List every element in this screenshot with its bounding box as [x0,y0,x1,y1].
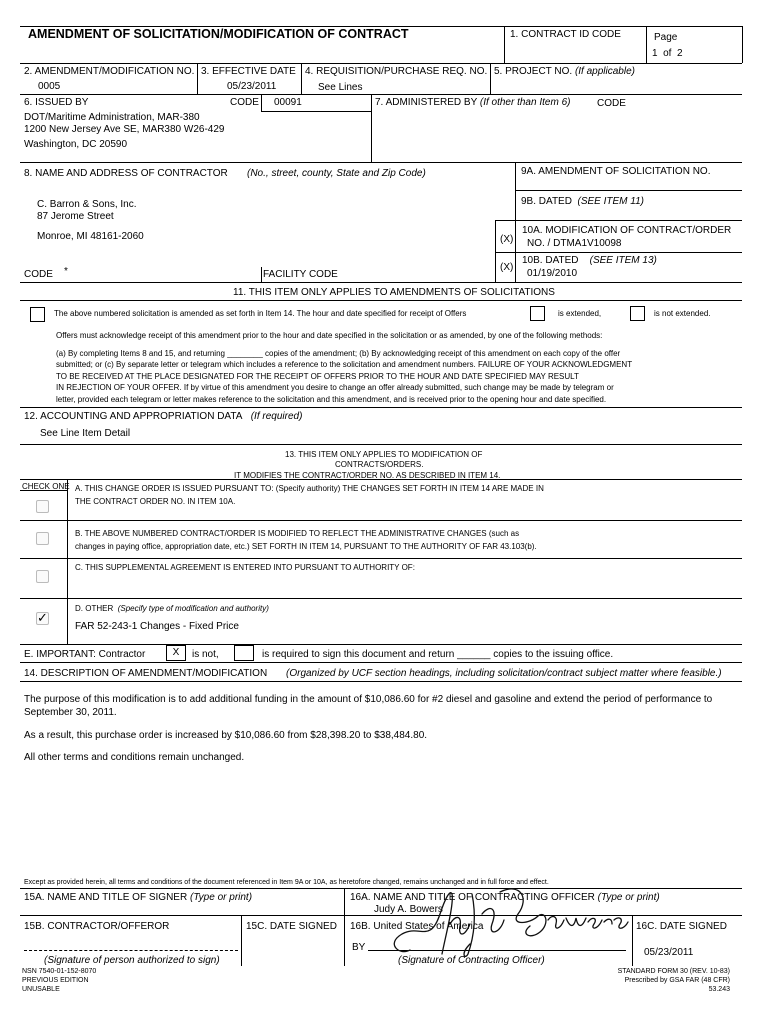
contractor-label: 8. NAME AND ADDRESS OF CONTRACTOR [24,168,228,179]
option-c-line1: C. THIS SUPPLEMENTAL AGREEMENT IS ENTERED INTO PURSUANT TO AUTHORITY OF: [75,563,415,572]
signature-image [380,884,630,964]
is-required-label: is required to sign this document and return ______ copies to the issuing office. [262,649,614,660]
date-signed-16c-label: 16C. DATE SIGNED [636,921,727,932]
dated-9b-label: 9B. DATED (SEE ITEM 11) [521,196,644,207]
dated-10b-value: 01/19/2010 [527,268,578,279]
officer-name: Judy A. Bowers [374,904,443,915]
issuer-line1: DOT/Maritime Administration, MAR-380 [24,112,200,123]
option-d-checkbox[interactable] [36,612,49,625]
not-extended-label: is not extended. [654,309,711,318]
item11-title: 11. THIS ITEM ONLY APPLIES TO AMENDMENTS OF SOLICITATIONS [233,287,555,298]
contractor-code-label: CODE [24,269,53,280]
option-a-checkbox[interactable] [36,500,49,513]
unusable-label: UNUSABLE [22,986,60,993]
extended-label: is extended, [558,309,602,318]
contractor-line3: Monroe, MI 48161-2060 [37,231,144,242]
item13-title2: CONTRACTS/ORDERS. [335,460,424,469]
x-mark: X [172,647,180,658]
requisition-value: See Lines [318,82,363,93]
description-label: 14. DESCRIPTION OF AMENDMENT/MODIFICATION [24,668,268,679]
date-signed-15c-label: 15C. DATE SIGNED [246,921,337,932]
dated-10b-label: 10B. DATED (SEE ITEM 13) [522,255,657,266]
item13-title3: IT MODIFIES THE CONTRACT/ORDER NO. AS DESCRIBED IN ITEM 14. [234,471,501,480]
signature15-label: (Signature of person authorized to sign) [44,955,220,966]
amendment-no-label: 2. AMENDMENT/MODIFICATION NO. [24,66,195,77]
except-clause: Except as provided herein, all terms and conditions of the document referenced in Item 9A or 10A, as heretofore changed, remains unchanged and in full force and effect. [24,879,549,886]
item11-line1: The above numbered solicitation is amended as set forth in Item 14. The hour and date specified for receipt of Offers [54,309,467,318]
contract-id-label: 1. CONTRACT ID CODE [510,29,621,40]
not-extended-checkbox[interactable] [630,306,645,321]
option-a-line1: A. THIS CHANGE ORDER IS ISSUED PURSUANT TO: (Specify authority) THE CHANGES SET FORTH IN ITEM 14 ARE MADE IN [75,484,544,493]
check-mark-icon: ✓ [37,610,48,625]
officer-label: 16A. NAME AND TITLE OF CONTRACTING OFFICER (Type or print) [350,892,660,903]
description-p1b: September 30, 2011. [24,707,117,718]
project-no-label: 5. PROJECT NO. (If applicable) [494,66,635,77]
mark-10a: (X) [500,234,514,245]
check-one-label: CHECK ONE [22,482,70,491]
contractor-line1: C. Barron & Sons, Inc. [37,199,137,210]
contractor-code-value: * [64,266,68,277]
amendment-solicitation-label: 9A. AMENDMENT OF SOLICITATION NO. [521,166,711,177]
facility-code-label: FACILITY CODE [263,269,338,280]
is-not-label: is not, [192,649,219,660]
modification-10a-value: NO. / DTMA1V10098 [527,238,622,249]
mark-10b: (X) [500,262,514,273]
item13-title1: 13. THIS ITEM ONLY APPLIES TO MODIFICATION OF [285,450,483,459]
date-signed-16c-value: 05/23/2011 [644,947,694,958]
effective-date-label: 3. EFFECTIVE DATE [201,66,296,77]
gsa-label: Prescribed by GSA FAR (48 CFR) [624,977,730,984]
form-title: AMENDMENT OF SOLICITATION/MODIFICATION OF CONTRACT [28,27,409,41]
description-note: (Organized by UCF section headings, including solicitation/contract subject matter where feasible.) [286,668,722,679]
description-p3: All other terms and conditions remain unchanged. [24,752,245,763]
extended-checkbox[interactable] [530,306,545,321]
item11-para1: Offers must acknowledge receipt of this amendment prior to the hour and date specified in the solicitation or as amended, by one of the following methods: [56,331,603,340]
important-label: E. IMPORTANT: Contractor [24,649,146,660]
item11-para2e: letter, provided each telegram or letter makes reference to the solicitation and this amendment, and is received prior to the opening hour and date specified. [56,395,607,404]
option-b-checkbox[interactable] [36,532,49,545]
page-label: Page [654,32,678,43]
option-d-label: D. OTHER (Specify type of modification and authority) [75,604,269,613]
option-b-line2: changes in paying office, appropriation date, etc.) SET FORTH IN ITEM 14, PURSUANT TO THE AUTHORITY OF FAR 43.103(b). [75,542,537,551]
signer-label: 15A. NAME AND TITLE OF SIGNER (Type or print) [24,892,253,903]
option-a-line2: THE CONTRACT ORDER NO. IN ITEM 10A. [75,497,236,506]
issuer-line3: Washington, DC 20590 [24,139,128,150]
administered-code-label: CODE [597,98,626,109]
item11-para2b: submitted; or (c) By separate letter or telegram which includes a reference to the solicitation and amendment numbers. FAILURE OF YOUR ACKNOWLEDGMENT [56,360,633,369]
contractor-line2: 87 Jerome Street [37,211,114,222]
accounting-label: 12. ACCOUNTING AND APPROPRIATION DATA (If required) [24,411,303,422]
signature16-label: (Signature of Contracting Officer) [398,955,545,966]
nsn-label: NSN 7540-01-152-8070 [22,968,97,975]
by-label: BY [352,942,366,953]
form-number-label: 53.243 [708,986,730,993]
option-c-checkbox[interactable] [36,570,49,583]
option-b-line1: B. THE ABOVE NUMBERED CONTRACT/ORDER IS MODIFIED TO REFLECT THE ADMINISTRATIVE CHANGES (such as [75,529,520,538]
description-p1a: The purpose of this modification is to add additional funding in the amount of $10,086.60 for #2 diesel and gasoline and extend the period of performance to [24,694,713,705]
administered-by-label: 7. ADMINISTERED BY (If other than Item 6) [375,97,571,108]
item11-para2d: IN REJECTION OF YOUR OFFER. If by virtue of this amendment you desire to change an offer already submitted, such change may be made by telegram or [56,383,614,392]
option-d-value: FAR 52-243-1 Changes - Fixed Price [75,621,239,632]
page-count: 1 of 2 [652,48,683,59]
item11-para2c: TO BE RECEIVED AT THE PLACE DESIGNATED FOR THE RECEIPT OF OFFERS PRIOR TO THE HOUR AND DATE SPECIFIED MAY RESULT [56,372,579,381]
requisition-label: 4. REQUISITION/PURCHASE REQ. NO. [305,66,488,77]
accounting-value: See Line Item Detail [40,428,131,439]
standard-form-label: STANDARD FORM 30 (REV. 10-83) [617,968,730,975]
issuer-line2: 1200 New Jersey Ave SE, MAR380 W26-429 [24,124,225,135]
issued-code-label: CODE [230,97,259,108]
issued-code-value: 00091 [274,97,302,108]
contractor-note: (No., street, county, State and Zip Code) [247,168,426,179]
item11-para2a: (a) By completing Items 8 and 15, and returning ________ copies of the amendment; (b) By acknowledging receipt of this amendment on each copy of the offer [56,349,621,358]
description-p2: As a result, this purchase order is increased by $10,086.60 from $28,398.20 to $38,484.80. [24,730,428,741]
modification-10a-label: 10A. MODIFICATION OF CONTRACT/ORDER [522,225,732,236]
amendment-no-value: 0005 [38,81,61,92]
solicitation-amended-checkbox[interactable] [30,307,45,322]
issued-by-label: 6. ISSUED BY [24,97,89,108]
contractor-offeror-label: 15B. CONTRACTOR/OFFEROR [24,921,170,932]
is-not-checkbox[interactable] [166,645,186,661]
previous-edition-label: PREVIOUS EDITION [22,977,89,984]
effective-date-value: 05/23/2011 [227,81,277,92]
is-required-checkbox[interactable] [234,645,254,661]
united-states-label: 16B. United States of America [350,921,484,932]
